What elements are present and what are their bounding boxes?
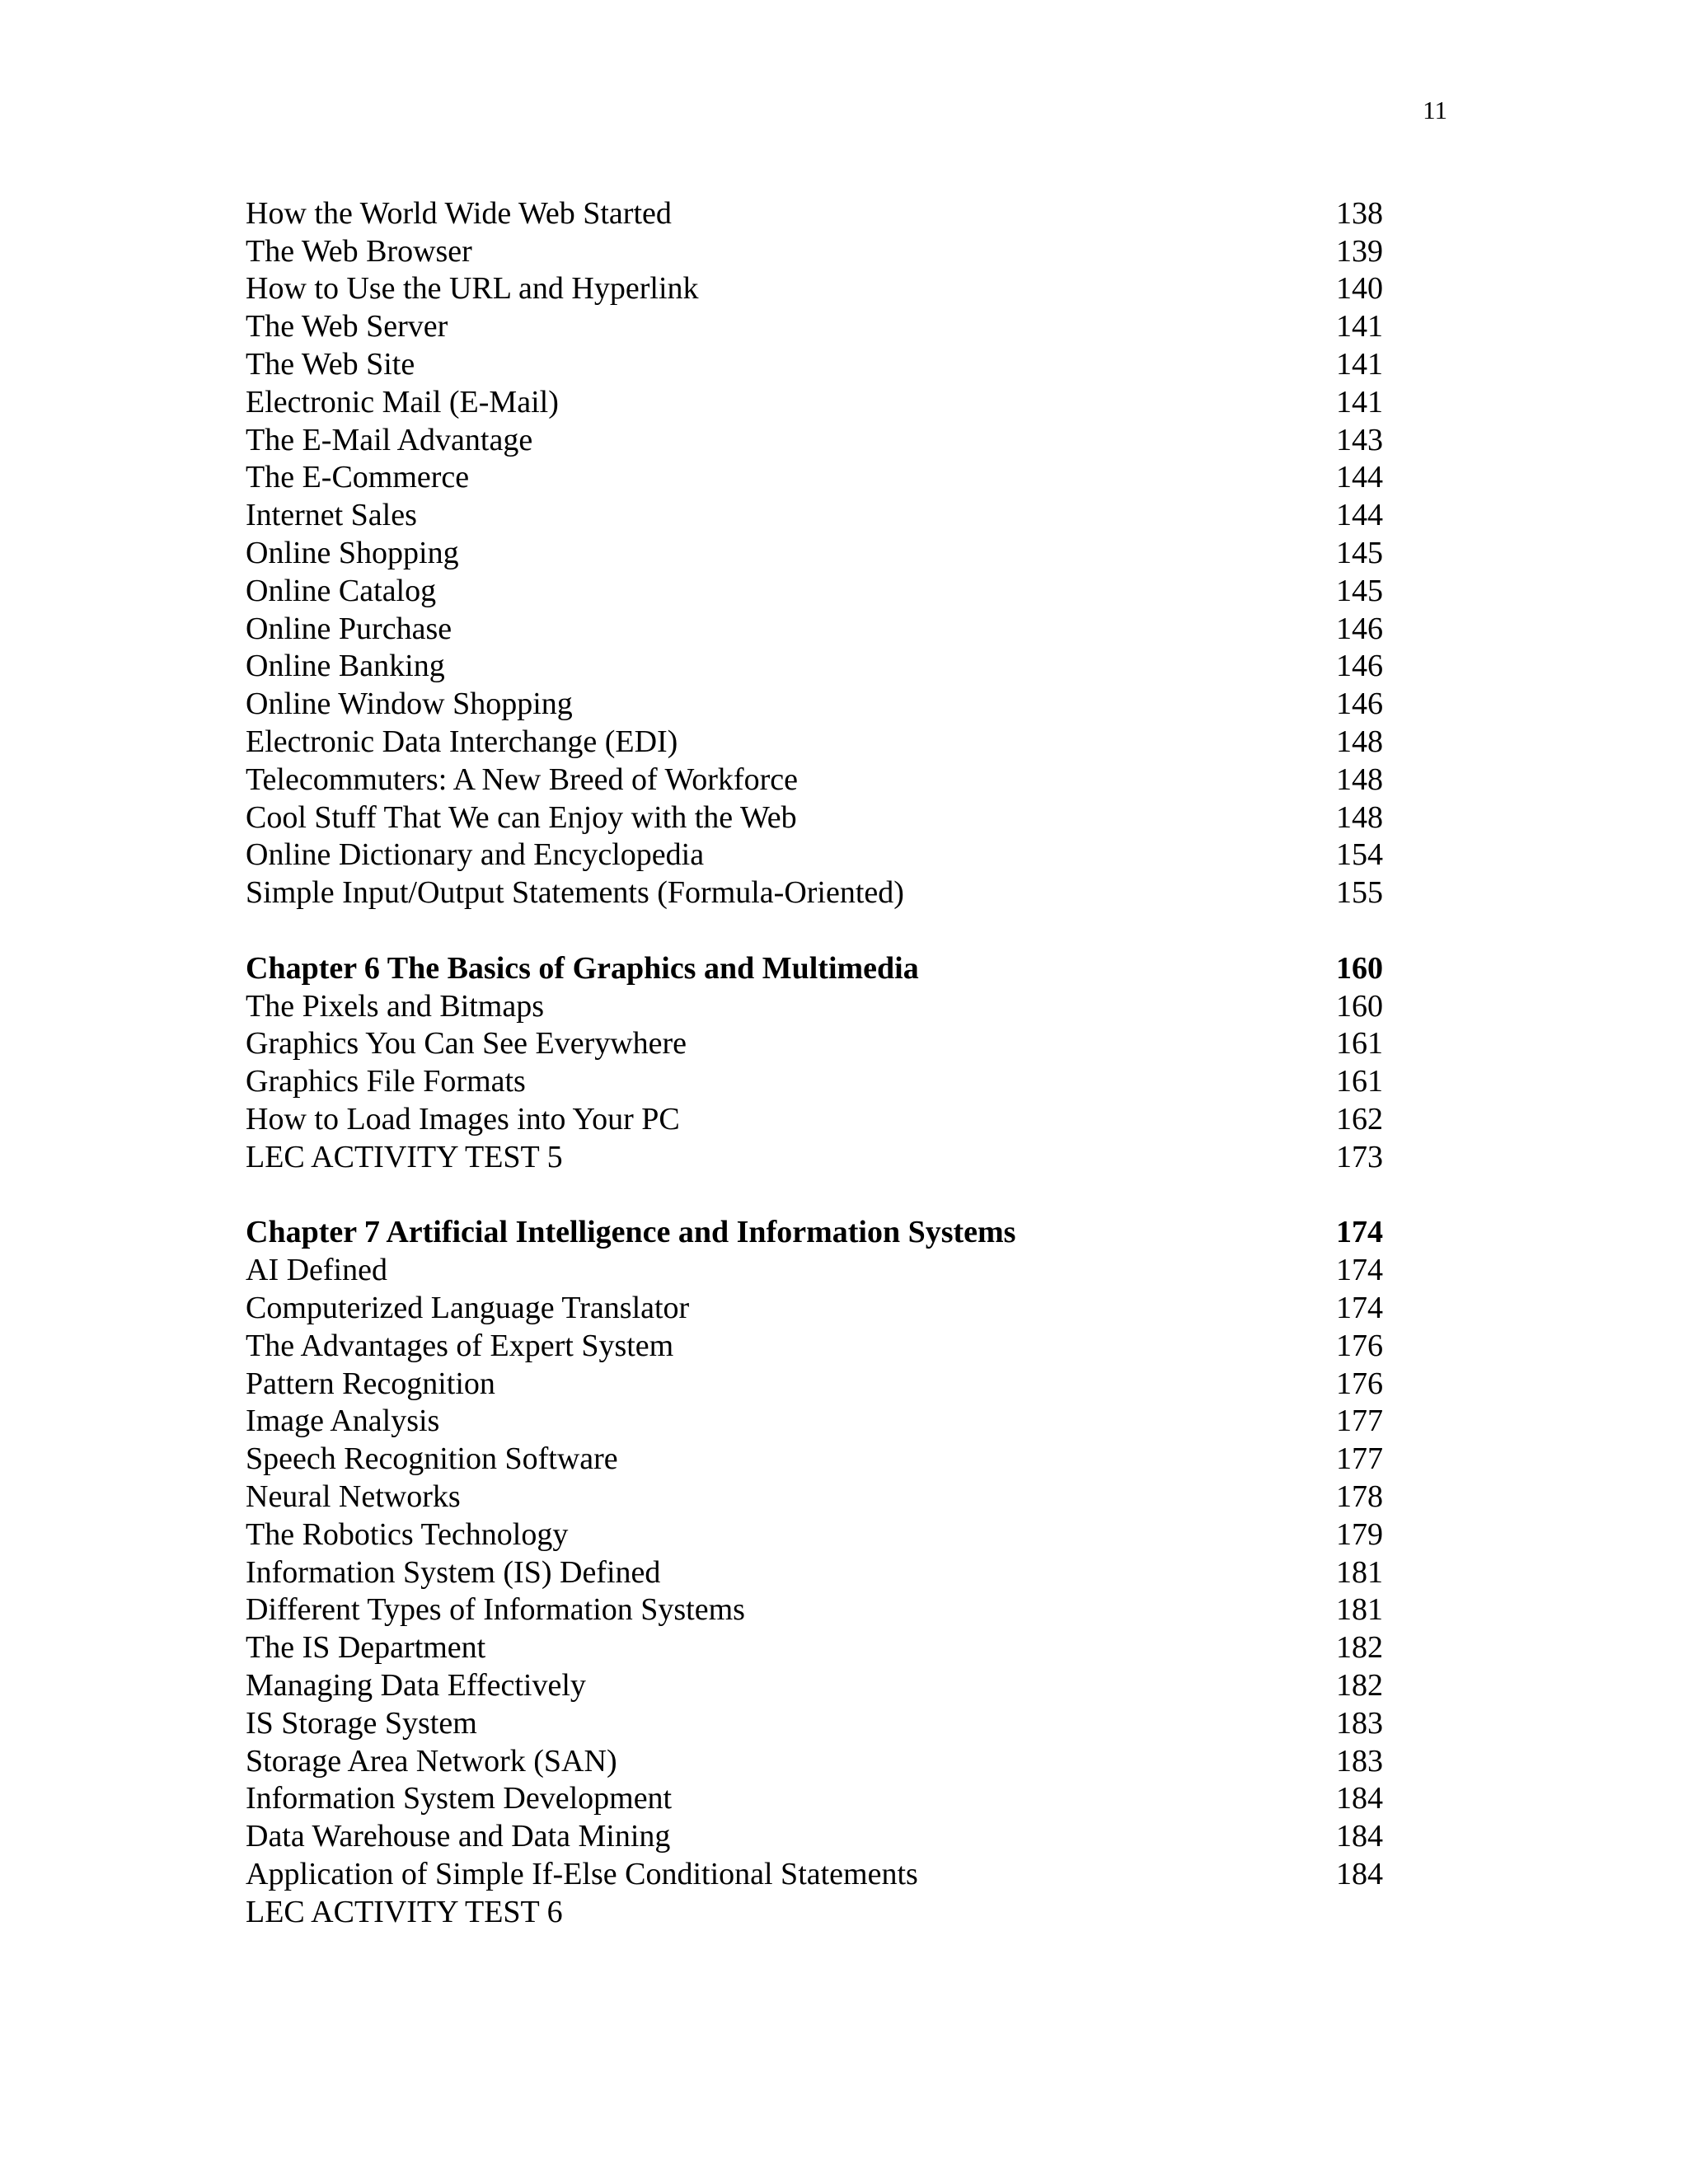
toc-entry[interactable] [246, 1289, 1383, 1327]
toc-entry-page: 182 [1336, 1630, 1383, 1666]
toc-entry-page: 182 [1336, 1667, 1383, 1703]
toc-entry[interactable] [246, 1478, 1383, 1516]
toc-entry-title: Different Types of Information Systems [246, 1592, 745, 1628]
toc-entry[interactable] [246, 1062, 1383, 1100]
toc-entry-page: 141 [1336, 309, 1383, 344]
toc-entry-page: 183 [1336, 1743, 1383, 1779]
toc-entry-title: Online Catalog [246, 573, 437, 608]
chapter-7-title: Chapter 7 Artificial Intelligence and Information Systems [246, 1215, 1016, 1250]
toc-entry-title: Online Banking [246, 649, 445, 684]
toc-entry[interactable] [246, 1742, 1383, 1780]
toc-entry-page: 184 [1336, 1856, 1383, 1891]
toc-entry[interactable] [246, 1025, 1383, 1063]
toc-entry-page: 161 [1336, 1064, 1383, 1099]
toc-entry-title: Internet Sales [246, 498, 417, 533]
toc-entry-title: The E-Mail Advantage [246, 422, 533, 457]
toc-entry-page: 181 [1336, 1592, 1383, 1628]
toc-entry[interactable] [246, 723, 1383, 761]
toc-entry-page: 144 [1336, 498, 1383, 533]
section-gap [246, 912, 1383, 949]
toc-entry[interactable] [246, 383, 1383, 421]
toc-entry[interactable] [246, 345, 1383, 383]
toc-entry[interactable] [246, 761, 1383, 799]
toc-entry[interactable] [246, 270, 1383, 308]
toc-entry-page: 143 [1336, 422, 1383, 457]
toc-entry[interactable] [246, 421, 1383, 459]
toc-entry-page: 179 [1336, 1516, 1383, 1552]
toc-entry-page: 155 [1336, 875, 1383, 911]
toc-entry[interactable] [246, 1365, 1383, 1403]
toc-entry-title: Telecommuters: A New Breed of Workforce [246, 762, 798, 797]
toc-entry-page: 148 [1336, 799, 1383, 835]
toc-entry[interactable] [246, 837, 1383, 874]
toc-entry-title: The IS Department [246, 1630, 486, 1666]
toc-entry-title: The Web Browser [246, 233, 472, 269]
toc-entry-title: The Web Server [246, 309, 448, 344]
toc-entry-title: Online Shopping [246, 536, 459, 571]
toc-entry[interactable] [246, 1327, 1383, 1365]
toc-entry-title: Managing Data Effectively [246, 1667, 586, 1703]
toc-entry[interactable] [246, 874, 1383, 912]
toc-entry-title: The Pixels and Bitmaps [246, 988, 545, 1024]
toc-entry[interactable] [246, 1817, 1383, 1855]
toc-entry-title: Storage Area Network (SAN) [246, 1743, 617, 1779]
toc-entry-title: The E-Commerce [246, 460, 470, 495]
toc-entry[interactable] [246, 1666, 1383, 1704]
toc-entry-page: 139 [1336, 233, 1383, 269]
toc-entry-page: 173 [1336, 1139, 1383, 1174]
toc-entry[interactable] [246, 1516, 1383, 1554]
toc-entry-title: Simple Input/Output Statements (Formula-Oriented) [246, 875, 904, 911]
toc-entry-page: 160 [1336, 988, 1383, 1024]
toc-entry-title: Information System (IS) Defined [246, 1554, 661, 1590]
toc-entry-title: How the World Wide Web Started [246, 195, 672, 231]
chapter-6-page: 160 [1336, 950, 1383, 986]
toc-entry-page: 176 [1336, 1328, 1383, 1363]
toc-entry-title: How to Load Images into Your PC [246, 1102, 680, 1137]
toc-entry-title: IS Storage System [246, 1705, 477, 1741]
toc-entry-title: Graphics You Can See Everywhere [246, 1026, 687, 1062]
toc-entry[interactable] [246, 307, 1383, 345]
toc-entry-page: 145 [1336, 573, 1383, 608]
toc-entry-page: 184 [1336, 1781, 1383, 1816]
toc-entry[interactable] [246, 1779, 1383, 1817]
toc-entry-page: 184 [1336, 1819, 1383, 1854]
toc-entry[interactable] [246, 1893, 1383, 1931]
toc-entry-page: 141 [1336, 384, 1383, 419]
toc-entry[interactable] [246, 194, 1383, 232]
toc-entry[interactable] [246, 610, 1383, 648]
toc-entry-page: 144 [1336, 460, 1383, 495]
toc-entry-page: 177 [1336, 1441, 1383, 1477]
toc-entry[interactable] [246, 1591, 1383, 1629]
toc-entry-title: AI Defined [246, 1253, 387, 1288]
toc-entry[interactable] [246, 232, 1383, 270]
toc-entry[interactable] [246, 1251, 1383, 1289]
chapter-7-page: 174 [1336, 1215, 1383, 1250]
toc-entry-title: Online Dictionary and Encyclopedia [246, 837, 705, 873]
toc-entry[interactable] [246, 685, 1383, 723]
toc-entry-title: LEC ACTIVITY TEST 6 [246, 1894, 563, 1929]
toc-entry-title: Online Purchase [246, 611, 452, 646]
toc-entry[interactable] [246, 1855, 1383, 1893]
toc-entry-page: 176 [1336, 1366, 1383, 1401]
toc-section-chapter-7 [246, 1251, 1383, 1930]
toc-entry-page: 146 [1336, 649, 1383, 684]
toc-entry[interactable] [246, 534, 1383, 572]
toc-entry[interactable] [246, 987, 1383, 1025]
toc-entry[interactable] [246, 1704, 1383, 1742]
toc-entry-title: The Advantages of Expert System [246, 1328, 674, 1363]
toc-entry-page: 177 [1336, 1404, 1383, 1439]
toc-entry-title: Data Warehouse and Data Mining [246, 1819, 671, 1854]
toc-entry[interactable] [246, 1554, 1383, 1591]
toc-entry-page: 178 [1336, 1479, 1383, 1514]
toc-entry-title: Electronic Mail (E-Mail) [246, 384, 559, 419]
toc-entry[interactable] [246, 572, 1383, 610]
toc-entry-title: Electronic Data Interchange (EDI) [246, 724, 678, 760]
toc-entry[interactable] [246, 1629, 1383, 1666]
toc-entry-page: 183 [1336, 1705, 1383, 1741]
toc-entry-title: Pattern Recognition [246, 1366, 495, 1401]
toc-entry-title: Computerized Language Translator [246, 1291, 690, 1325]
toc-entry-title: Information System Development [246, 1781, 673, 1816]
chapter-6-title: Chapter 6 The Basics of Graphics and Multimedia [246, 950, 919, 986]
toc-entry-page: 145 [1336, 536, 1383, 571]
toc-entry[interactable] [246, 1440, 1383, 1478]
toc-entry-title: Cool Stuff That We can Enjoy with the Web [246, 799, 797, 835]
toc-entry-page: 162 [1336, 1102, 1383, 1137]
toc-entry-title: The Robotics Technology [246, 1516, 569, 1552]
toc-entry-page: 141 [1336, 347, 1383, 382]
chapter-7-heading[interactable] [246, 1214, 1383, 1252]
toc-entry-title: Neural Networks [246, 1479, 461, 1514]
toc-entry[interactable] [246, 648, 1383, 686]
toc-entry-title: LEC ACTIVITY TEST 5 [246, 1139, 563, 1174]
toc-entry-page: 181 [1336, 1554, 1383, 1590]
section-gap [246, 1176, 1383, 1214]
toc-entry[interactable] [246, 799, 1383, 837]
toc-entry-title: The Web Site [246, 347, 415, 382]
toc-entry-page: 146 [1336, 687, 1383, 722]
toc-entry-title: How to Use the URL and Hyperlink [246, 271, 699, 307]
toc-entry-page: 148 [1336, 724, 1383, 760]
chapter-6-heading[interactable] [246, 949, 1383, 987]
toc-entry[interactable] [246, 1100, 1383, 1138]
toc-entry[interactable] [246, 496, 1383, 534]
table-of-contents [246, 194, 1383, 1931]
toc-section-chapter-6 [246, 987, 1383, 1176]
toc-entry-page: 140 [1336, 271, 1383, 307]
toc-entry[interactable] [246, 1138, 1383, 1176]
toc-entry-title: Speech Recognition Software [246, 1441, 618, 1477]
toc-entry-page: 174 [1336, 1291, 1383, 1325]
page-number: 11 [1423, 96, 1447, 124]
toc-section-continued [246, 194, 1383, 912]
toc-entry-page: 138 [1336, 195, 1383, 231]
toc-entry[interactable] [246, 1403, 1383, 1441]
toc-entry-page: 146 [1336, 611, 1383, 646]
toc-entry-title: Online Window Shopping [246, 687, 573, 722]
toc-entry-page: 148 [1336, 762, 1383, 797]
toc-entry-title: Image Analysis [246, 1404, 440, 1439]
toc-entry-title: Application of Simple If-Else Conditional Statements [246, 1856, 918, 1891]
toc-entry-page: 161 [1336, 1026, 1383, 1062]
toc-entry-page: 174 [1336, 1253, 1383, 1288]
toc-entry[interactable] [246, 459, 1383, 497]
toc-entry-title: Graphics File Formats [246, 1064, 526, 1099]
toc-entry-page: 154 [1336, 837, 1383, 873]
